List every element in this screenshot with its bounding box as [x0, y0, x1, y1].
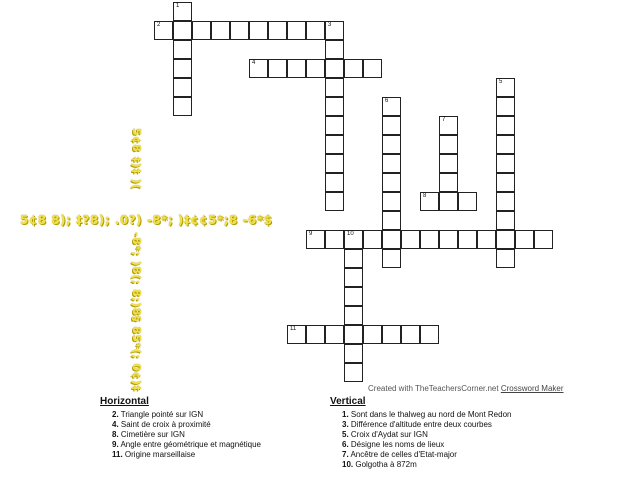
crossword-cell[interactable] — [496, 249, 515, 268]
crossword-cell[interactable] — [382, 135, 401, 154]
crossword-cell[interactable] — [306, 59, 325, 78]
clue-item: 4. Saint de croix à proximité — [112, 420, 211, 429]
crossword-cell[interactable] — [173, 97, 192, 116]
crossword-cell[interactable] — [287, 325, 306, 344]
cell-number: 8 — [423, 193, 427, 199]
crossword-cell[interactable] — [344, 287, 363, 306]
crossword-cell[interactable] — [325, 192, 344, 211]
crossword-cell[interactable] — [306, 21, 325, 40]
crossword-cell[interactable] — [496, 154, 515, 173]
crossword-cell[interactable] — [439, 230, 458, 249]
crossword-cell[interactable] — [439, 135, 458, 154]
garbled-vertical-bottom-text: -8*; )8(; 8;)8§ 85*(; 0¢)‡ — [130, 232, 143, 392]
crossword-cell[interactable] — [325, 21, 344, 40]
clue-item: 2. Triangle pointé sur IGN — [112, 410, 204, 419]
crossword-cell[interactable] — [325, 325, 344, 344]
garbled-vertical-top-text: 5¢8 ‡)‡ )( — [130, 128, 143, 190]
crossword-cell[interactable] — [249, 59, 268, 78]
clue-item: 5. Croix d'Aydat sur IGN — [342, 430, 428, 439]
credit-line — [368, 384, 564, 393]
crossword-cell[interactable] — [173, 78, 192, 97]
cell-number: 7 — [442, 117, 446, 123]
horizontal-title: Horizontal — [100, 396, 149, 407]
crossword-cell[interactable] — [458, 230, 477, 249]
credit-prefix: Created with TheTeachersCorner.net — [368, 384, 499, 393]
crossword-cell[interactable] — [382, 249, 401, 268]
horizontal-clues — [100, 396, 261, 460]
crossword-cell[interactable] — [458, 192, 477, 211]
crossword-cell[interactable] — [496, 173, 515, 192]
crossword-cell[interactable] — [325, 59, 344, 78]
cell-number: 6 — [385, 98, 389, 104]
cell-number: 2 — [157, 22, 161, 28]
cell-number: 5 — [499, 79, 503, 85]
crossword-cell[interactable] — [363, 230, 382, 249]
crossword-cell[interactable] — [287, 21, 306, 40]
crossword-cell[interactable] — [439, 173, 458, 192]
crossword-cell[interactable] — [439, 192, 458, 211]
crossword-cell[interactable] — [382, 173, 401, 192]
crossword-cell[interactable] — [344, 268, 363, 287]
crossword-cell[interactable] — [382, 211, 401, 230]
crossword-cell[interactable] — [344, 230, 363, 249]
crossword-cell[interactable] — [420, 325, 439, 344]
crossword-cell[interactable] — [344, 344, 363, 363]
crossword-cell[interactable] — [173, 2, 192, 21]
crossword-cell[interactable] — [382, 116, 401, 135]
crossword-cell[interactable] — [192, 21, 211, 40]
crossword-cell[interactable] — [496, 230, 515, 249]
crossword-cell[interactable] — [230, 21, 249, 40]
clue-item: 7. Ancêtre de celles d'Etat-major — [342, 450, 457, 459]
crossword-cell[interactable] — [249, 21, 268, 40]
crossword-cell[interactable] — [363, 325, 382, 344]
crossword-cell[interactable] — [515, 230, 534, 249]
vertical-title: Vertical — [330, 396, 366, 407]
crossword-cell[interactable] — [154, 21, 173, 40]
vertical-clues — [330, 396, 511, 470]
crossword-cell[interactable] — [325, 230, 344, 249]
cell-number: 1 — [176, 3, 180, 9]
crossword-cell[interactable] — [382, 325, 401, 344]
crossword-cell[interactable] — [496, 211, 515, 230]
clue-item: 10. Golgotha à 872m — [342, 460, 417, 469]
crossword-cell[interactable] — [325, 116, 344, 135]
clue-item: 1. Sont dans le thalweg au nord de Mont Redon — [342, 410, 512, 419]
crossword-cell[interactable] — [344, 306, 363, 325]
crossword-cell[interactable] — [325, 135, 344, 154]
crossword-cell[interactable] — [325, 154, 344, 173]
clue-item: 8. Cimetière sur IGN — [112, 430, 185, 439]
crossword-cell[interactable] — [306, 230, 325, 249]
cell-number: 3 — [328, 22, 332, 28]
crossword-cell[interactable] — [268, 59, 287, 78]
crossword-cell[interactable] — [401, 325, 420, 344]
crossword-cell[interactable] — [439, 116, 458, 135]
cell-number: 10 — [347, 231, 354, 237]
crossword-cell[interactable] — [287, 59, 306, 78]
clue-item: 11. Origine marseillaise — [112, 450, 196, 459]
crossword-cell[interactable] — [382, 230, 401, 249]
clue-item: 3. Différence d'altitude entre deux courbes — [342, 420, 492, 429]
crossword-cell[interactable] — [344, 363, 363, 382]
crossword-cell[interactable] — [382, 192, 401, 211]
crossword-maker-link[interactable]: Crossword Maker — [500, 384, 564, 393]
crossword-cell[interactable] — [401, 230, 420, 249]
crossword-cell[interactable] — [477, 230, 496, 249]
crossword-cell[interactable] — [344, 59, 363, 78]
cell-number: 9 — [309, 231, 313, 237]
crossword-cell[interactable] — [211, 21, 230, 40]
crossword-cell[interactable] — [268, 21, 287, 40]
crossword-cell[interactable] — [325, 40, 344, 59]
crossword-cell[interactable] — [382, 154, 401, 173]
crossword-cell[interactable] — [496, 135, 515, 154]
crossword-cell[interactable] — [306, 325, 325, 344]
crossword-cell[interactable] — [382, 97, 401, 116]
clue-item: 9. Angle entre géométrique et magnétique — [112, 440, 261, 449]
crossword-cell[interactable] — [344, 325, 363, 344]
crossword-cell[interactable] — [363, 59, 382, 78]
crossword-cell[interactable] — [173, 59, 192, 78]
crossword-cell[interactable] — [173, 40, 192, 59]
crossword-cell[interactable] — [325, 78, 344, 97]
crossword-cell[interactable] — [534, 230, 553, 249]
crossword-cell[interactable] — [496, 78, 515, 97]
cell-number: 4 — [252, 60, 256, 66]
crossword-cell[interactable] — [420, 192, 439, 211]
clue-item: 6. Désigne les noms de lieux — [342, 440, 445, 449]
crossword-cell[interactable] — [325, 97, 344, 116]
crossword-cell[interactable] — [173, 21, 192, 40]
crossword-cell[interactable] — [496, 116, 515, 135]
crossword-cell[interactable] — [325, 173, 344, 192]
crossword-cell[interactable] — [496, 97, 515, 116]
crossword-cell[interactable] — [496, 192, 515, 211]
crossword-cell[interactable] — [344, 249, 363, 268]
crossword-cell[interactable] — [439, 154, 458, 173]
garbled-horizontal-text: 5¢8 8); ‡?8); .0?) -8*; )‡¢¢5*;8 -6*$ — [20, 213, 273, 227]
cell-number: 11 — [290, 326, 297, 332]
crossword-cell[interactable] — [420, 230, 439, 249]
